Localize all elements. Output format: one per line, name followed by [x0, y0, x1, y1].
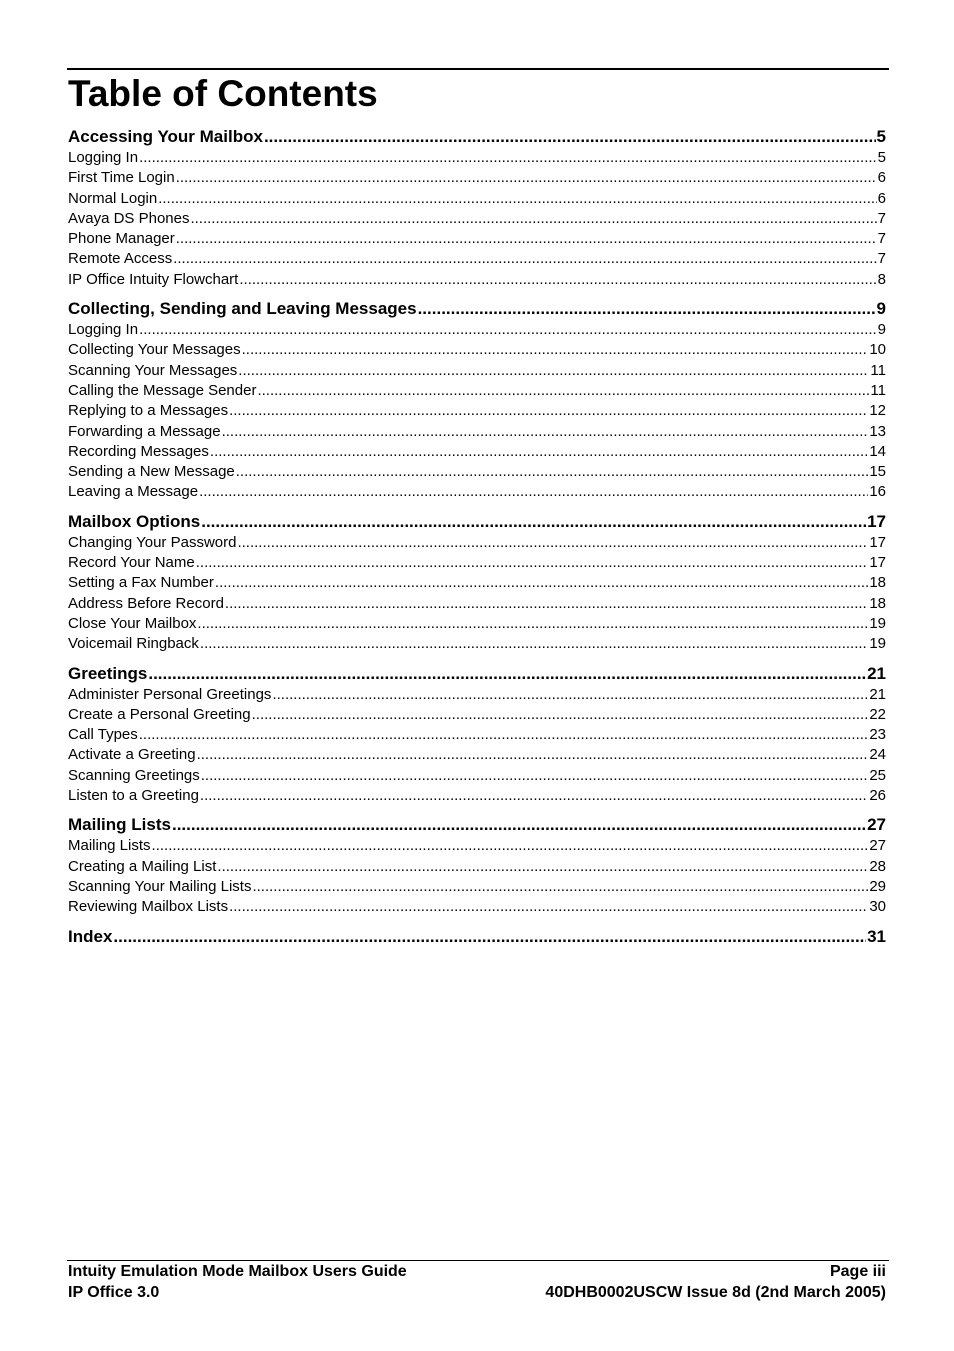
- toc-section: [68, 663, 886, 807]
- toc-entry-label: Calling the Message Sender: [68, 381, 257, 399]
- dot-leader: [252, 877, 868, 897]
- toc-entry[interactable]: [68, 573, 886, 593]
- page-title: Table of Contents: [68, 73, 378, 114]
- toc-entry[interactable]: [68, 897, 886, 917]
- toc-entry-page: 25: [869, 766, 886, 784]
- dot-leader: [139, 320, 877, 340]
- toc-entry[interactable]: [68, 340, 886, 360]
- toc-entry-page: 7: [877, 250, 886, 268]
- toc-entry-label: Remote Access: [68, 250, 173, 268]
- toc-entry[interactable]: [68, 553, 886, 573]
- toc-heading[interactable]: [68, 663, 886, 685]
- toc-entry-page: 17: [869, 533, 886, 551]
- toc-entry[interactable]: [68, 594, 886, 614]
- dot-leader: [199, 482, 868, 502]
- dot-leader: [222, 422, 869, 442]
- toc-entry-label: Avaya DS Phones: [68, 209, 190, 227]
- toc-entry[interactable]: [68, 614, 886, 634]
- toc-section: [68, 298, 886, 503]
- toc-entry-page: 9: [877, 321, 886, 339]
- toc-entry-page: 19: [869, 614, 886, 632]
- dot-leader: [201, 511, 866, 533]
- dot-leader: [176, 168, 877, 188]
- dot-leader: [200, 634, 868, 654]
- toc-entry-page: 11: [870, 381, 886, 399]
- dot-leader: [196, 553, 869, 573]
- toc-entry-label: Listen to a Greeting: [68, 787, 199, 805]
- toc-entry-label: Accessing Your Mailbox: [68, 127, 263, 146]
- dot-leader: [200, 786, 868, 806]
- toc-entry-page: 7: [877, 230, 886, 248]
- toc-heading[interactable]: [68, 511, 886, 533]
- toc-entry-label: Scanning Your Mailing Lists: [68, 877, 252, 895]
- toc-entry-page: 21: [869, 685, 886, 703]
- toc-section: [68, 926, 886, 948]
- toc-entry-page: 9: [876, 299, 886, 319]
- toc-entry-label: Logging In: [68, 321, 139, 339]
- dot-leader: [257, 381, 869, 401]
- toc-entry-label: Forwarding a Message: [68, 422, 221, 440]
- toc-entry-label: Create a Personal Greeting: [68, 705, 251, 723]
- toc-entry-page: 18: [869, 594, 886, 612]
- toc-heading[interactable]: [68, 298, 886, 320]
- toc-entry-label: Collecting Your Messages: [68, 341, 241, 359]
- toc-entry-label: Leaving a Message: [68, 483, 199, 501]
- dot-leader: [152, 836, 869, 856]
- toc-entry-label: Mailing Lists: [68, 837, 151, 855]
- toc-entry-label: Collecting, Sending and Leaving Messages: [68, 299, 417, 319]
- toc-entry-label: Phone Manager: [68, 230, 175, 248]
- toc-entry-label: Reviewing Mailbox Lists: [68, 898, 229, 916]
- toc-entry-page: 24: [869, 746, 886, 764]
- dot-leader: [113, 926, 866, 948]
- toc-entry-page: 13: [869, 422, 886, 440]
- footer-product: IP Office 3.0: [68, 1284, 160, 1301]
- toc-section: [68, 511, 886, 655]
- toc-section: [68, 814, 886, 917]
- toc-entry-page: 6: [877, 169, 886, 187]
- toc-entry-label: Scanning Greetings: [68, 766, 200, 784]
- toc-entry[interactable]: [68, 229, 886, 249]
- dot-leader: [172, 814, 866, 836]
- toc-entry-page: 5: [876, 127, 886, 146]
- dot-leader: [225, 594, 868, 614]
- toc-entry-label: Activate a Greeting: [68, 746, 196, 764]
- dot-leader: [237, 533, 868, 553]
- toc-entry-page: 5: [877, 149, 886, 166]
- toc-entry-label: Setting a Fax Number: [68, 574, 214, 592]
- toc-entry-page: 12: [869, 402, 886, 420]
- toc-entry-label: Normal Login: [68, 189, 158, 207]
- toc-entry[interactable]: [68, 482, 886, 502]
- toc-entry-page: 8: [877, 270, 886, 288]
- toc-entry-label: Recording Messages: [68, 442, 209, 460]
- toc-entry[interactable]: [68, 533, 886, 553]
- toc-entry[interactable]: [68, 634, 886, 654]
- footer-issue: 40DHB0002USCW Issue 8d (2nd March 2005): [545, 1284, 886, 1301]
- toc-entry-label: Scanning Your Messages: [68, 361, 238, 379]
- toc-entry-page: 27: [869, 837, 886, 855]
- toc-entry-page: 23: [869, 726, 886, 744]
- toc-entry[interactable]: [68, 786, 886, 806]
- toc-entry-page: 10: [869, 341, 886, 359]
- toc-entry[interactable]: [68, 249, 886, 269]
- toc-entry-page: 28: [869, 857, 886, 875]
- toc-entry[interactable]: [68, 462, 886, 482]
- toc-heading[interactable]: [68, 926, 886, 948]
- toc-entry-label: Address Before Record: [68, 594, 224, 612]
- toc-heading[interactable]: [68, 814, 886, 836]
- toc-entry[interactable]: [68, 361, 886, 381]
- toc-entry-label: Index: [68, 926, 113, 946]
- dot-leader: [148, 663, 866, 685]
- dot-leader: [139, 725, 869, 745]
- dot-leader: [239, 270, 876, 290]
- toc-entry-label: Logging In: [68, 149, 139, 166]
- dot-leader: [229, 897, 868, 917]
- toc-section: [68, 126, 886, 290]
- toc-entry-page: 17: [869, 554, 886, 572]
- dot-leader: [173, 249, 876, 269]
- toc-entry-page: 29: [869, 877, 886, 895]
- toc-entry-page: 14: [869, 442, 886, 460]
- toc-entry-label: Call Types: [68, 726, 138, 744]
- toc-entry-label: Voicemail Ringback: [68, 635, 199, 653]
- toc-entry[interactable]: [68, 745, 886, 765]
- toc-entry-page: 7: [877, 209, 886, 227]
- dot-leader: [197, 745, 869, 765]
- toc-entry-page: 15: [869, 463, 886, 481]
- table-of-contents: [68, 126, 886, 956]
- toc-entry[interactable]: [68, 209, 886, 229]
- dot-leader: [229, 401, 868, 421]
- toc-entry[interactable]: [68, 148, 886, 168]
- dot-leader: [242, 340, 869, 360]
- toc-entry-label: Mailing Lists: [68, 815, 171, 835]
- toc-entry-label: Record Your Name: [68, 554, 195, 572]
- toc-entry-page: 16: [869, 483, 886, 501]
- dot-leader: [238, 361, 869, 381]
- toc-entry-label: Changing Your Password: [68, 533, 237, 551]
- footer-rule: [67, 1260, 889, 1261]
- toc-entry-page: 17: [867, 511, 886, 531]
- dot-leader: [210, 442, 868, 462]
- toc-entry-page: 26: [869, 787, 886, 805]
- toc-entry[interactable]: [68, 857, 886, 877]
- toc-entry-label: Close Your Mailbox: [68, 614, 197, 632]
- dot-leader: [139, 148, 877, 168]
- dot-leader: [217, 857, 868, 877]
- toc-entry[interactable]: [68, 877, 886, 897]
- toc-entry-page: 19: [869, 635, 886, 653]
- dot-leader: [252, 705, 869, 725]
- toc-entry-page: 6: [877, 189, 886, 207]
- dot-leader: [236, 462, 869, 482]
- toc-entry-label: Greetings: [68, 663, 148, 683]
- toc-entry-page: 30: [869, 898, 886, 916]
- dot-leader: [190, 209, 876, 229]
- toc-entry[interactable]: [68, 381, 886, 401]
- toc-entry-label: IP Office Intuity Flowchart: [68, 270, 239, 288]
- toc-entry[interactable]: [68, 189, 886, 209]
- toc-entry-label: Creating a Mailing List: [68, 857, 217, 875]
- footer-page-number: Page iii: [829, 1263, 886, 1280]
- toc-entry[interactable]: [68, 401, 886, 421]
- toc-entry[interactable]: [68, 705, 886, 725]
- dot-leader: [197, 614, 868, 634]
- toc-entry-label: Replying to a Messages: [68, 402, 229, 420]
- toc-entry-page: 18: [869, 574, 886, 592]
- toc-entry-label: Administer Personal Greetings: [68, 685, 272, 703]
- footer-line-1: [68, 1263, 886, 1281]
- toc-entry-label: First Time Login: [68, 169, 175, 187]
- toc-entry[interactable]: [68, 685, 886, 705]
- toc-entry[interactable]: [68, 422, 886, 442]
- toc-entry[interactable]: [68, 320, 886, 340]
- top-rule: [67, 68, 889, 70]
- toc-heading[interactable]: [68, 126, 886, 148]
- toc-entry-page: 31: [867, 926, 886, 946]
- footer-line-2: [68, 1284, 886, 1302]
- dot-leader: [264, 126, 876, 148]
- footer-document-title: Intuity Emulation Mode Mailbox Users Guide: [68, 1263, 407, 1280]
- toc-entry-page: 11: [870, 361, 886, 379]
- toc-entry-page: 27: [867, 815, 886, 835]
- dot-leader: [201, 766, 869, 786]
- toc-entry-page: 22: [869, 705, 886, 723]
- dot-leader: [272, 685, 868, 705]
- toc-entry-label: Mailbox Options: [68, 511, 201, 531]
- toc-entry[interactable]: [68, 442, 886, 462]
- dot-leader: [215, 573, 868, 593]
- toc-entry[interactable]: [68, 168, 886, 188]
- toc-entry[interactable]: [68, 836, 886, 856]
- dot-leader: [158, 189, 876, 209]
- toc-entry-page: 21: [867, 663, 886, 683]
- toc-entry[interactable]: [68, 725, 886, 745]
- dot-leader: [176, 229, 877, 249]
- toc-entry-label: Sending a New Message: [68, 463, 235, 481]
- toc-entry[interactable]: [68, 766, 886, 786]
- toc-entry[interactable]: [68, 270, 886, 290]
- dot-leader: [418, 298, 876, 320]
